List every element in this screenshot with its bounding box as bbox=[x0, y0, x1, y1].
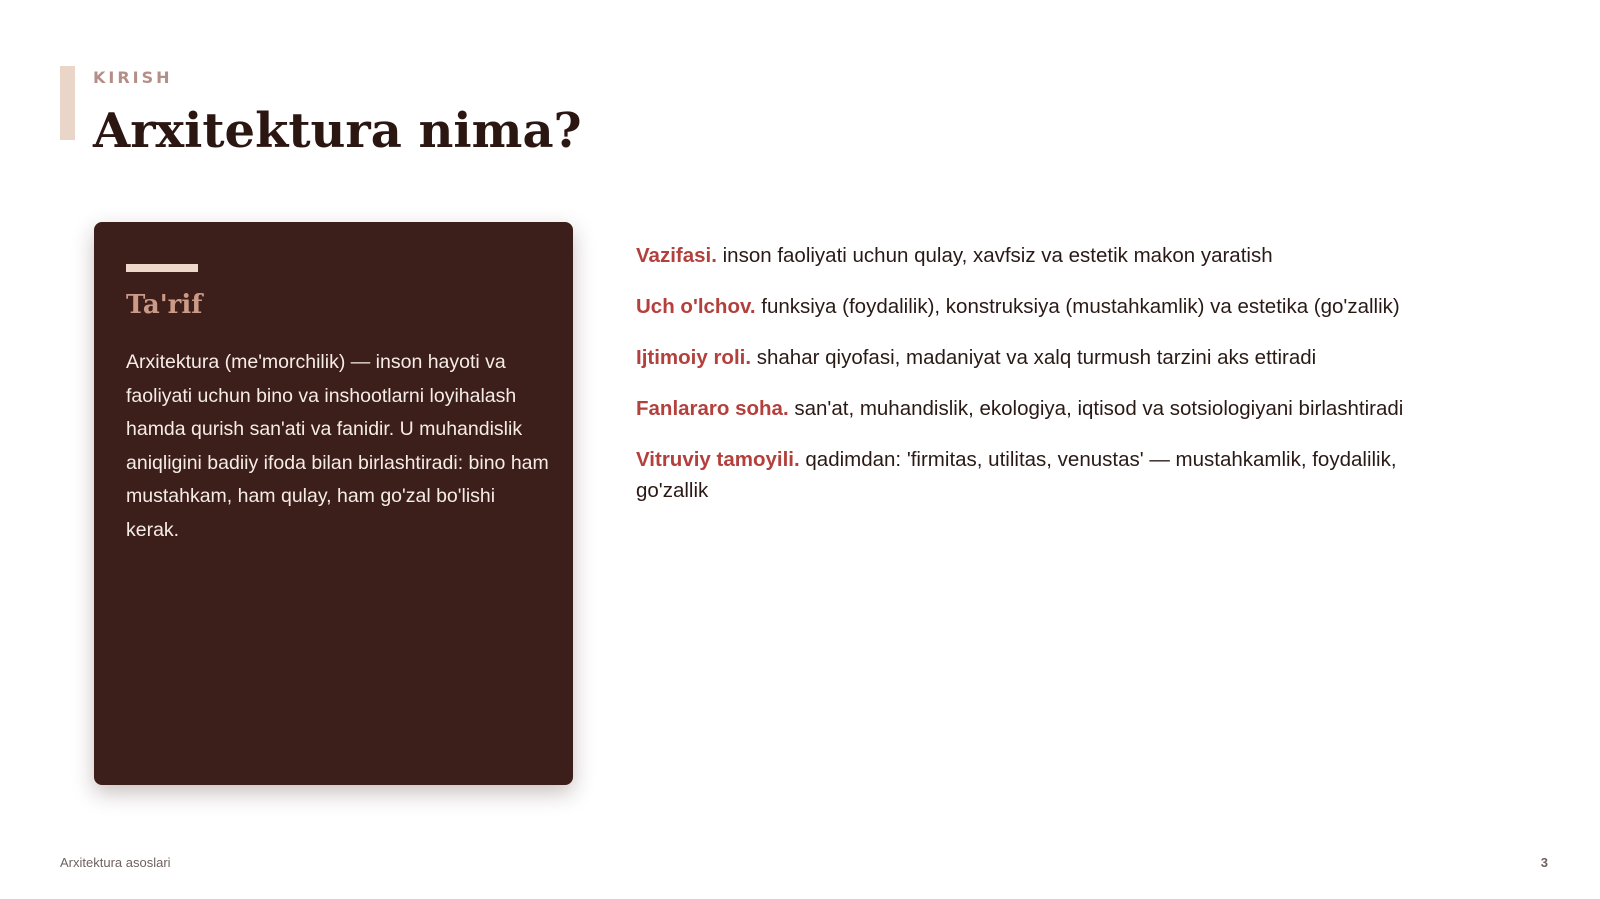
card-title: Ta'rif bbox=[126, 290, 203, 320]
header-accent-bar bbox=[60, 66, 75, 140]
point-term: Vitruviy tamoyili. bbox=[636, 448, 800, 471]
point-text: inson faoliyati uchun qulay, xavfsiz va estetik makon yaratish bbox=[722, 244, 1273, 267]
point-text: funksiya (foydalilik), konstruksiya (mustahkamlik) va estetika (go'zallik) bbox=[761, 295, 1400, 318]
point-function bbox=[636, 240, 1456, 271]
point-term: Fanlararo soha. bbox=[636, 397, 789, 420]
point-interdisciplinary bbox=[636, 393, 1456, 424]
page-title: Arxitektura nima? bbox=[93, 103, 582, 159]
point-text: shahar qiyofasi, madaniyat va xalq turmush tarzini aks ettiradi bbox=[756, 346, 1317, 369]
point-term: Vazifasi. bbox=[636, 244, 717, 267]
card-accent-rule bbox=[126, 264, 198, 272]
page-number: 3 bbox=[1540, 855, 1548, 870]
footer-course-title: Arxitektura asoslari bbox=[60, 855, 171, 870]
point-text: san'at, muhandislik, ekologiya, iqtisod va sotsiologiyani birlashtiradi bbox=[794, 397, 1404, 420]
point-term: Ijtimoiy roli. bbox=[636, 346, 752, 369]
key-points-list bbox=[636, 240, 1456, 526]
point-social-role bbox=[636, 342, 1456, 373]
point-term: Uch o'lchov. bbox=[636, 295, 756, 318]
section-kicker: KIRISH bbox=[93, 68, 173, 87]
point-text: qadimdan: 'firmitas, utilitas, venustas' — mustahkamlik, foydalilik, go'zallik bbox=[636, 448, 1397, 502]
definition-card bbox=[94, 222, 573, 785]
point-three-dimensions bbox=[636, 291, 1456, 322]
card-body-text: Arxitektura (me'morchilik) — inson hayoti va faoliyati uchun bino va inshootlarni loyihalash hamda qurish san'ati va fanidir. U muhandislik aniqligini badiiy ifoda bilan birlashtiradi: bino ham mustahkam, ham qulay, ham go'zal bo'lishi kerak. bbox=[126, 351, 549, 541]
point-vitruvius bbox=[636, 444, 1456, 506]
